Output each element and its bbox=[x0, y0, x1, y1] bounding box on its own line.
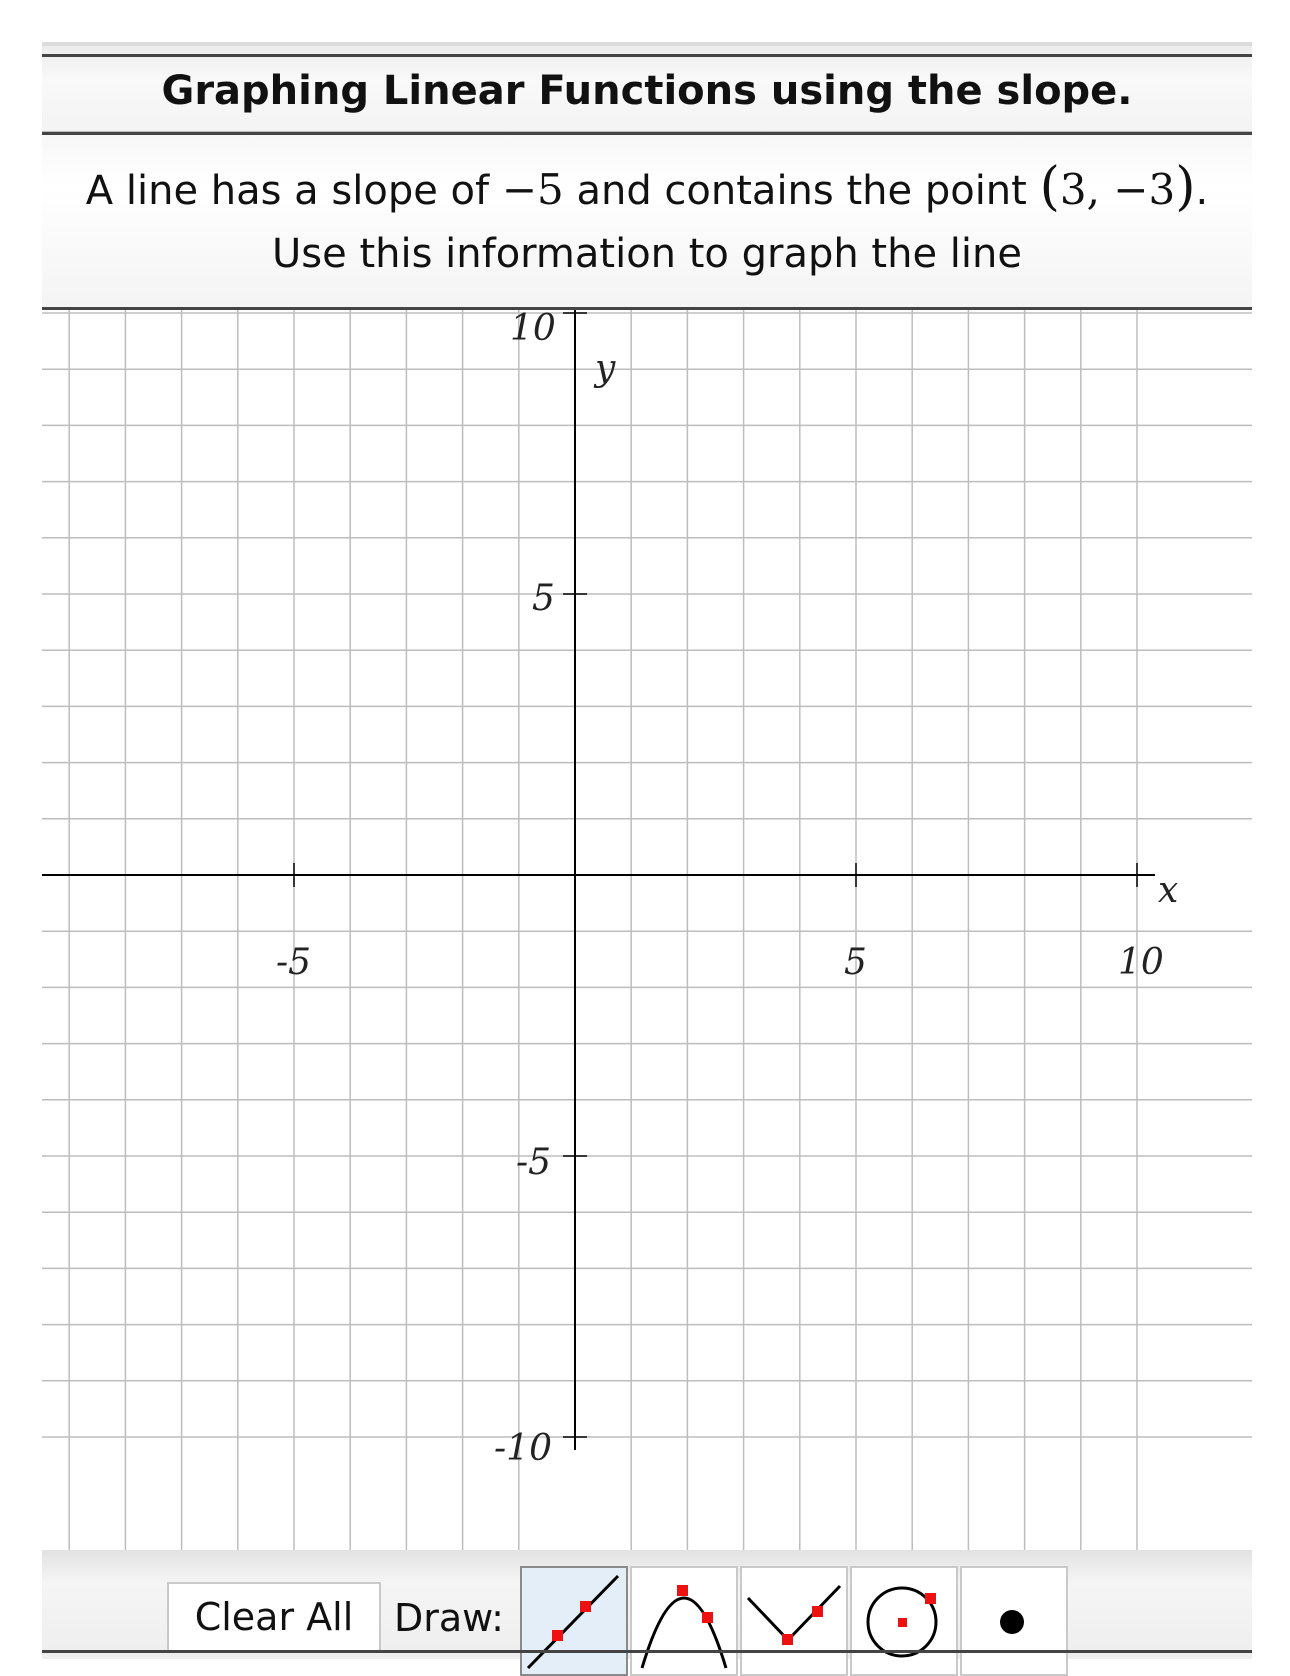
x-axis-label: x bbox=[1158, 870, 1179, 911]
title-top-rule bbox=[42, 54, 1252, 57]
draw-toolbar bbox=[42, 1550, 1252, 1659]
question-panel bbox=[42, 132, 1252, 310]
parabola-tool-button[interactable] bbox=[630, 1566, 738, 1676]
y-tick-label-neg10: -10 bbox=[494, 1428, 552, 1469]
x-tick-label-10: 10 bbox=[1118, 942, 1164, 983]
grid-background[interactable] bbox=[42, 310, 1252, 1550]
question-prefix: A line has a slope of bbox=[85, 168, 502, 214]
question-period: . bbox=[1195, 168, 1209, 214]
draw-tool-group bbox=[520, 1566, 1070, 1676]
y-tick-label-5: 5 bbox=[532, 578, 555, 619]
point-icon bbox=[962, 1568, 1066, 1674]
x-tick-label-neg5: -5 bbox=[276, 942, 312, 983]
slope-value: −5 bbox=[501, 165, 564, 214]
point-coordinates: 3, −3 bbox=[1059, 165, 1176, 214]
graphing-widget bbox=[42, 42, 1252, 1659]
point-close-paren: ) bbox=[1175, 157, 1196, 217]
y-tick-label-neg5: -5 bbox=[516, 1142, 552, 1183]
circle-icon bbox=[852, 1568, 956, 1674]
x-tick-label-5: 5 bbox=[844, 942, 867, 983]
draw-label: Draw: bbox=[394, 1596, 504, 1640]
page-title: Graphing Linear Functions using the slope. bbox=[161, 68, 1133, 114]
y-tick-label-10: 10 bbox=[510, 310, 556, 349]
question-line-2: Use this information to graph the line bbox=[272, 231, 1022, 277]
parabola-icon bbox=[632, 1568, 736, 1674]
y-axis-label: y bbox=[595, 348, 616, 389]
circle-tool-button[interactable] bbox=[850, 1566, 958, 1676]
question-middle: and contains the point bbox=[563, 168, 1040, 214]
line-tool-button[interactable] bbox=[520, 1566, 628, 1676]
absolute-value-icon bbox=[742, 1568, 846, 1674]
absolute-value-tool-button[interactable] bbox=[740, 1566, 848, 1676]
toolbar-bottom-rule bbox=[42, 1650, 1252, 1653]
coordinate-grid[interactable] bbox=[42, 310, 1252, 1550]
clear-all-button[interactable]: Clear All bbox=[167, 1582, 381, 1652]
line-tool-icon bbox=[522, 1568, 626, 1674]
title-bar bbox=[42, 42, 1252, 132]
point-tool-button[interactable] bbox=[960, 1566, 1068, 1676]
point-open-paren: ( bbox=[1039, 157, 1060, 217]
question-line-1 bbox=[42, 157, 1252, 217]
